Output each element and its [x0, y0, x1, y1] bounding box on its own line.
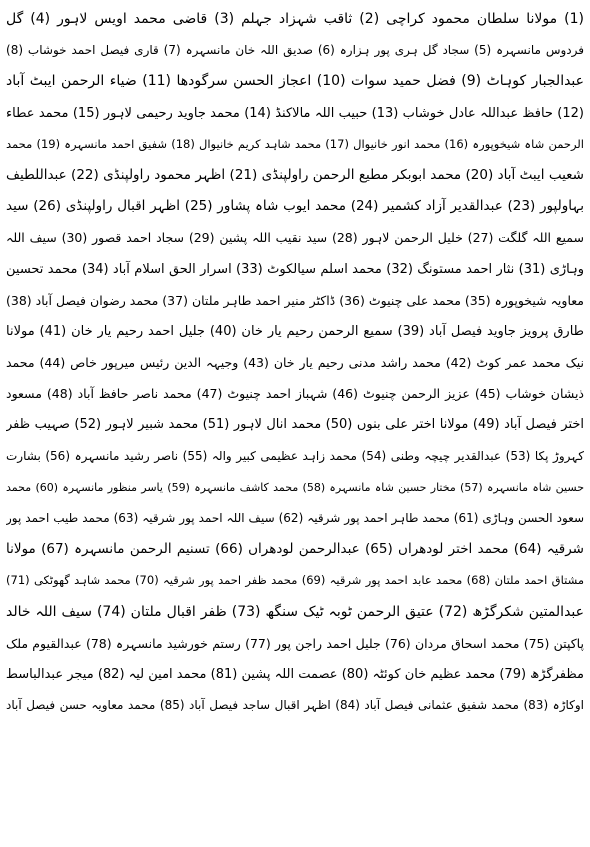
- text-line-5: الرحمن شاہ شیخوپورہ (16) محمد انور خانیوال (17) محمد شاہد کریم خانیوال (18) شفیق احمد مانسہرہ (19) محمد: [6, 136, 584, 151]
- text-line-8: سمیع اللہ گلگت (27) خلیل الرحمن لاہور (28) سید نقیب اللہ پشین (29) سجاد احمد قصور (30) سیف اللہ: [6, 230, 584, 246]
- text-line-14: اختر فیصل آباد (49) مولانا اختر علی بنوں (50) محمد انال لاہور (51) محمد شبیر لاہور (52) صہیب ظفر: [6, 417, 584, 433]
- text-line-1: (1) مولانا سلطان محمود کراچی (2) ثاقب شہزاد جہلم (3) قاضی محمد اویس لاہور (4) گل: [6, 11, 584, 27]
- text-line-16: حسین شاہ مانسہرہ (57) مختار حسین شاہ مانسہرہ (58) محمد کاشف مانسہرہ (59) یاسر منظور مانسہرہ (60) محمد: [6, 480, 584, 494]
- text-line-10: معاویہ شیخوپورہ (35) محمد علی چنیوٹ (36) ڈاکٹر منیر احمد طاہر ملتان (37) محمد رضوان فیصل آباد (38): [6, 292, 584, 308]
- names-list: [6, 4, 584, 721]
- text-line-17: سعود الحسن وہاڑی (61) محمد طاہر احمد پور شرقیہ (62) سیف اللہ احمد پور شرقیہ (63) محمد طیب احمد پور: [6, 511, 584, 525]
- text-line-2: فردوس مانسہرہ (5) سجاد گل ہری پور ہزارہ (6) صدیق اللہ خان مانسہرہ (7) قاری فیصل احمد خوشاب (8): [6, 43, 584, 58]
- text-line-11: طارق پرویز جاوید فیصل آباد (39) سمیع الرحمن رحیم یار خان (40) جلیل احمد رحیم یار خان (41) مولانا: [6, 323, 584, 339]
- text-line-3: عبدالجبار کوہاٹ (9) فضل حمید سوات (10) اعجاز الحسن سرگودھا (11) ضیاء الرحمن ایبٹ آباد: [6, 73, 584, 90]
- text-line-6: شعیب ایبٹ آباد (20) محمد ابوبکر مطیع الرحمن راولپنڈی (21) اظہر محمود راولپنڈی (22) عبداللطیف: [6, 166, 584, 183]
- text-line-22: مظفرگڑھ (79) محمد عظیم خان کوئٹہ (80) عصمت اللہ پشین (81) محمد امین لیہ (82) میجر عبدالباسط: [6, 666, 584, 682]
- text-line-15: کہروڑ پکا (53) عبدالقدیر چیچہ وطنی (54) محمد زاہد عظیمی کبیر والہ (55) ناصر رشید مانسہرہ (56) بشارت: [6, 448, 584, 463]
- text-line-23: اوکاڑہ (83) محمد شفیق عثمانی فیصل آباد (84) اظہر اقبال ساجد فیصل آباد (85) محمد معاویہ حسن فیصل آباد: [6, 698, 584, 713]
- text-line-18: شرقیہ (64) محمد اختر لودھراں (65) عبدالرحمن لودھراں (66) تسنیم الرحمن مانسہرہ (67) مولانا: [6, 541, 584, 558]
- text-line-13: ذیشان خوشاب (45) عزیز الرحمن چنیوٹ (46) شہباز احمد چنیوٹ (47) محمد ناصر حافظ آباد (48) مسعود: [6, 386, 584, 402]
- text-line-19: مشتاق احمد ملتان (68) محمد عابد احمد پور شرقیہ (69) محمد ظفر احمد پور شرقیہ (70) محمد شاہد گھوٹکی (71): [6, 573, 584, 588]
- text-line-20: عبدالمتین شکرگڑھ (72) عتیق الرحمن ٹوبہ ٹیک سنگھ (73) ظفر اقبال ملتان (74) سیف اللہ خالد: [6, 603, 584, 620]
- text-line-9: وہاڑی (31) نثار احمد مستونگ (32) محمد اسلم سیالکوٹ (33) اسرار الحق اسلام آباد (34) محمد تحسین: [6, 261, 584, 277]
- text-line-7: بہاولپور (23) عبدالقدیر آزاد کشمیر (24) محمد ایوب شاہ پشاور (25) اظہر اقبال راولپنڈی (26) سید: [6, 198, 584, 215]
- text-line-12: نیک محمد عمر کوٹ (42) محمد راشد مدنی رحیم یار خان (43) وجیہہ الدین رئیس میرپور خاص (44) محمد: [6, 355, 584, 371]
- text-line-21: پاکپتن (75) محمد اسحاق مردان (76) جلیل احمد راجن پور (77) رستم خورشید مانسہرہ (78) عبدالقیوم ملک: [6, 635, 584, 651]
- text-line-4: (12) حافظ عبداللہ عادل خوشاب (13) حبیب اللہ مالاکنڈ (14) محمد جاوید رحیمی لاہور (15) محمد عطاء: [6, 105, 584, 121]
